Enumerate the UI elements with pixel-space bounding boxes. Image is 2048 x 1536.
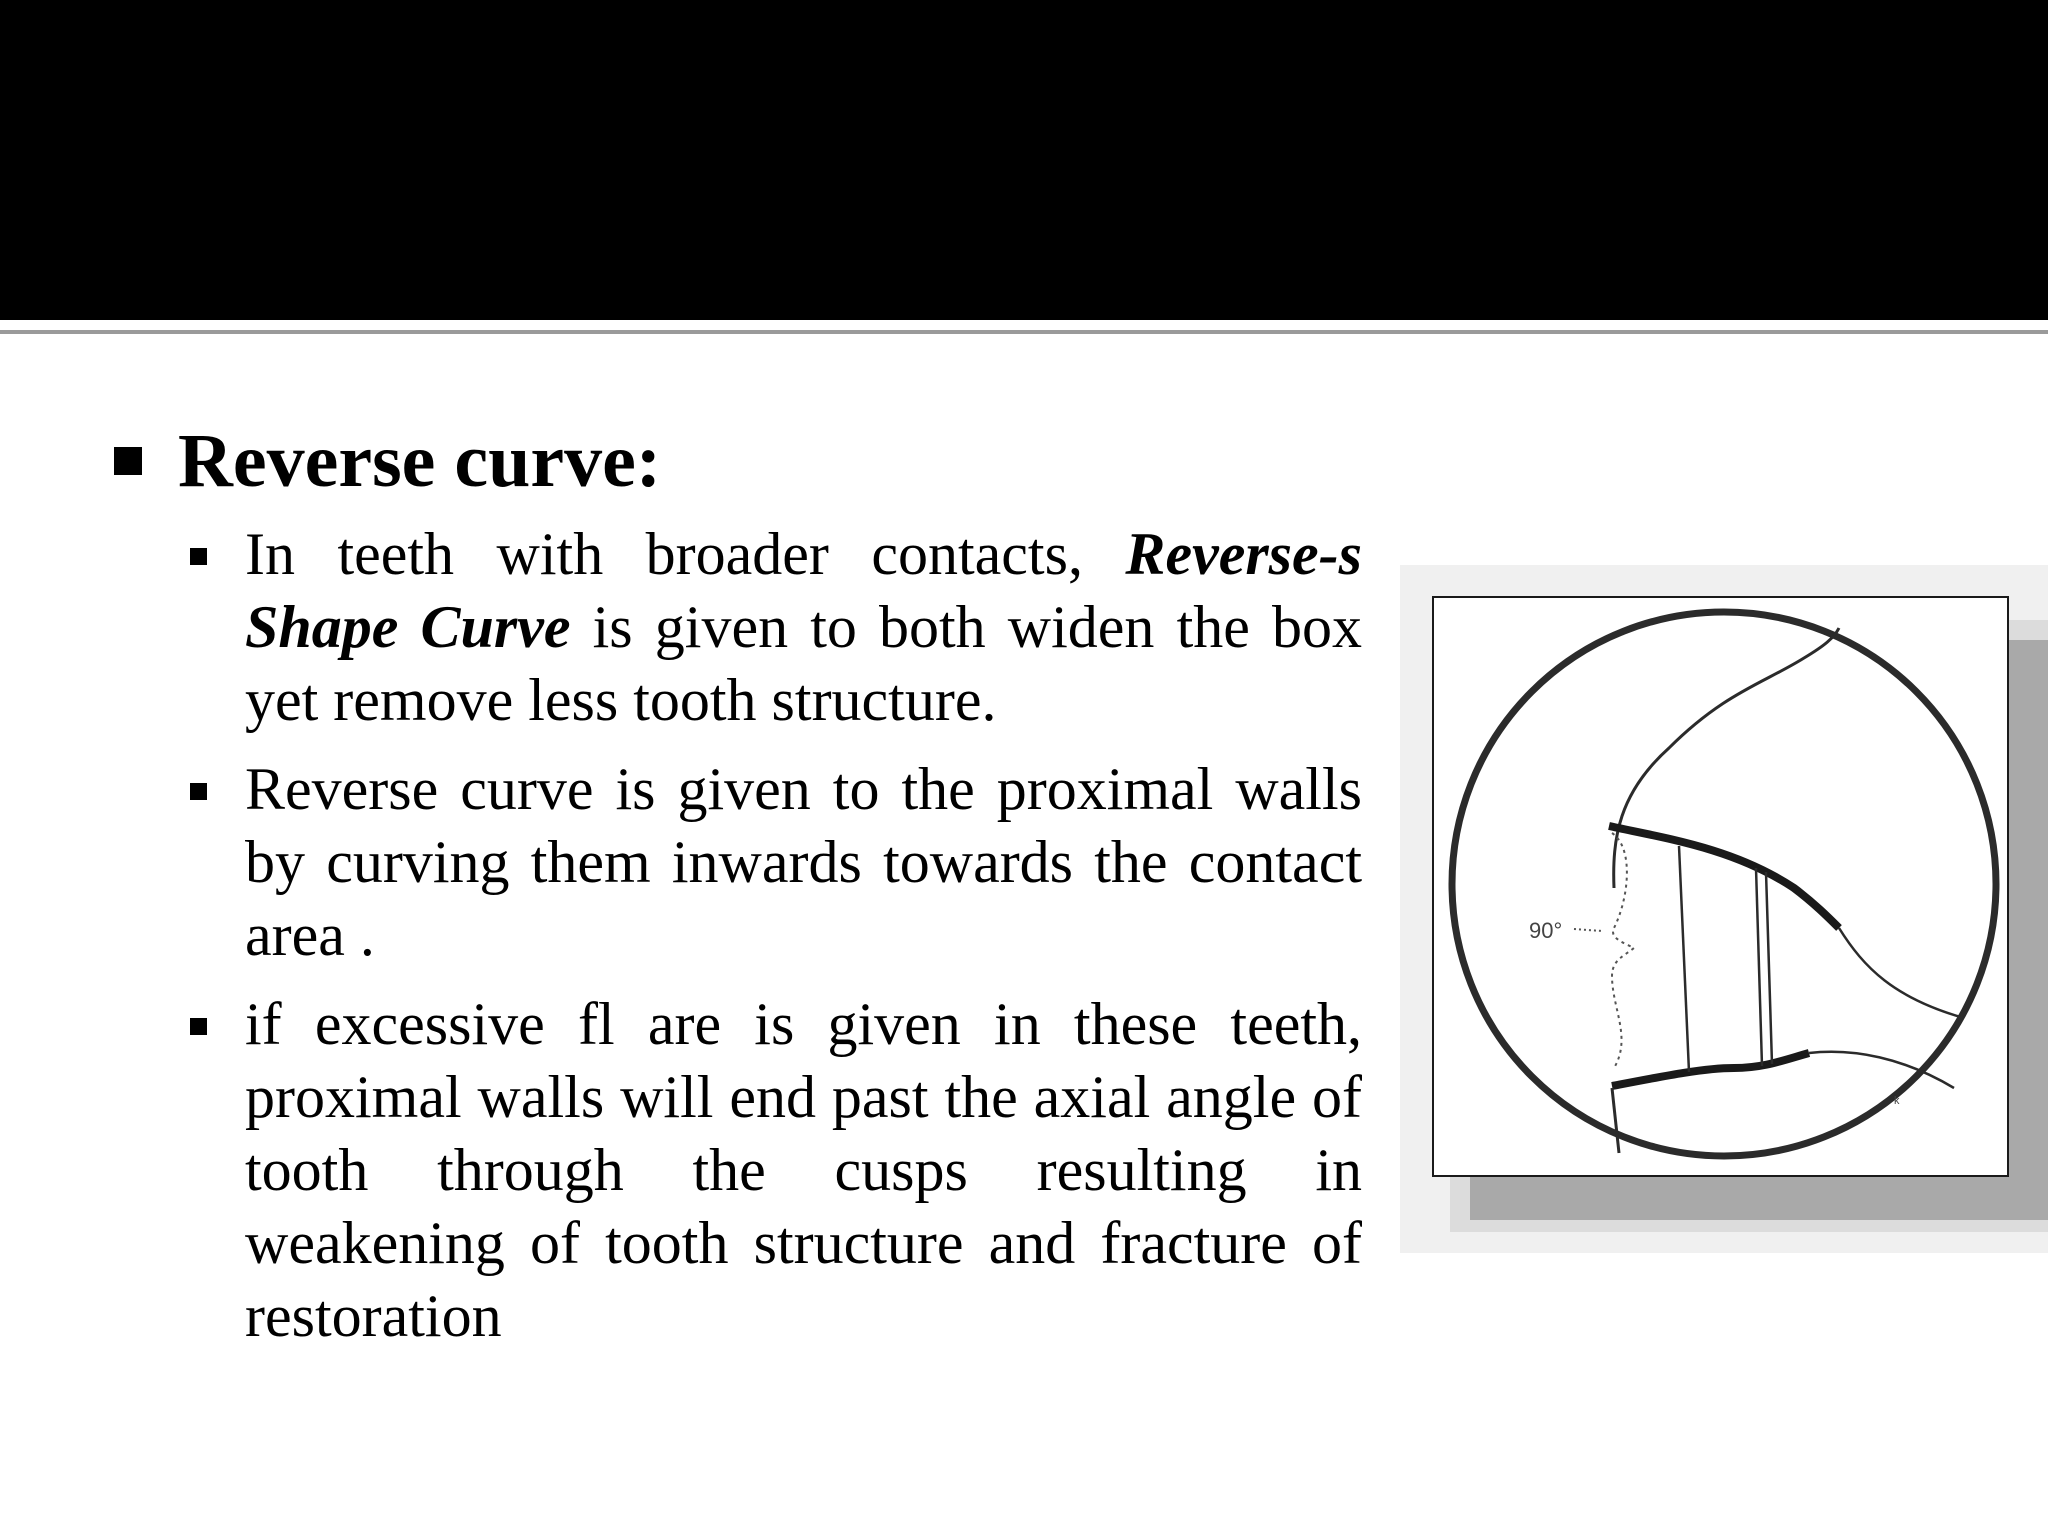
bullet-text-before: In teeth with broader contacts, <box>245 521 1126 587</box>
axial-wall-line <box>1756 868 1762 1066</box>
angle-label: 90° <box>1529 918 1563 943</box>
main-bullet <box>114 416 661 506</box>
bullet-text-after: is given to both widen the box yet remove less tooth structure. <box>245 594 1362 733</box>
sub-bullet-item <box>190 753 1362 972</box>
square-bullet-icon <box>190 783 207 800</box>
proximal-wall-line <box>1612 1088 1619 1153</box>
axial-wall-line <box>1766 872 1772 1064</box>
tooth-preparation-diagram <box>1432 596 2009 1177</box>
outer-surface-line <box>1839 928 1964 1018</box>
axial-wall-line <box>1679 846 1689 1072</box>
header-divider <box>0 330 2048 334</box>
square-bullet-icon <box>190 1018 207 1035</box>
upper-cavity-wall <box>1609 826 1839 928</box>
angle-pointer-line <box>1574 929 1602 931</box>
square-bullet-icon <box>114 447 142 475</box>
diagram-drawing <box>1434 598 2007 1175</box>
square-bullet-icon <box>190 548 207 565</box>
magnifier-circle <box>1452 612 1996 1156</box>
sub-bullet-text: Reverse curve is given to the proximal walls by curving them inwards towards the contact area . <box>245 756 1362 968</box>
lower-cavity-wall <box>1612 1053 1809 1086</box>
sub-bullet-item <box>190 518 1362 737</box>
title-band <box>0 0 2048 320</box>
section-heading: Reverse curve: <box>178 419 662 503</box>
sub-bullet-item <box>190 988 1362 1353</box>
sub-bullet-list <box>190 518 1362 1369</box>
sub-bullet-text <box>245 518 1362 737</box>
sub-bullet-text: if excessive fl are is given in these teeth, proximal walls will end past the axial angle of tooth through the cusps resulting in weakening of tooth structure and fracture of restoration <box>245 991 1362 1349</box>
small-mark-label: ᵏ <box>1894 1095 1900 1112</box>
bullet-emphasis: Reverse-s Shape Curve <box>245 521 1362 660</box>
tooth-contour-line <box>1614 628 1839 888</box>
